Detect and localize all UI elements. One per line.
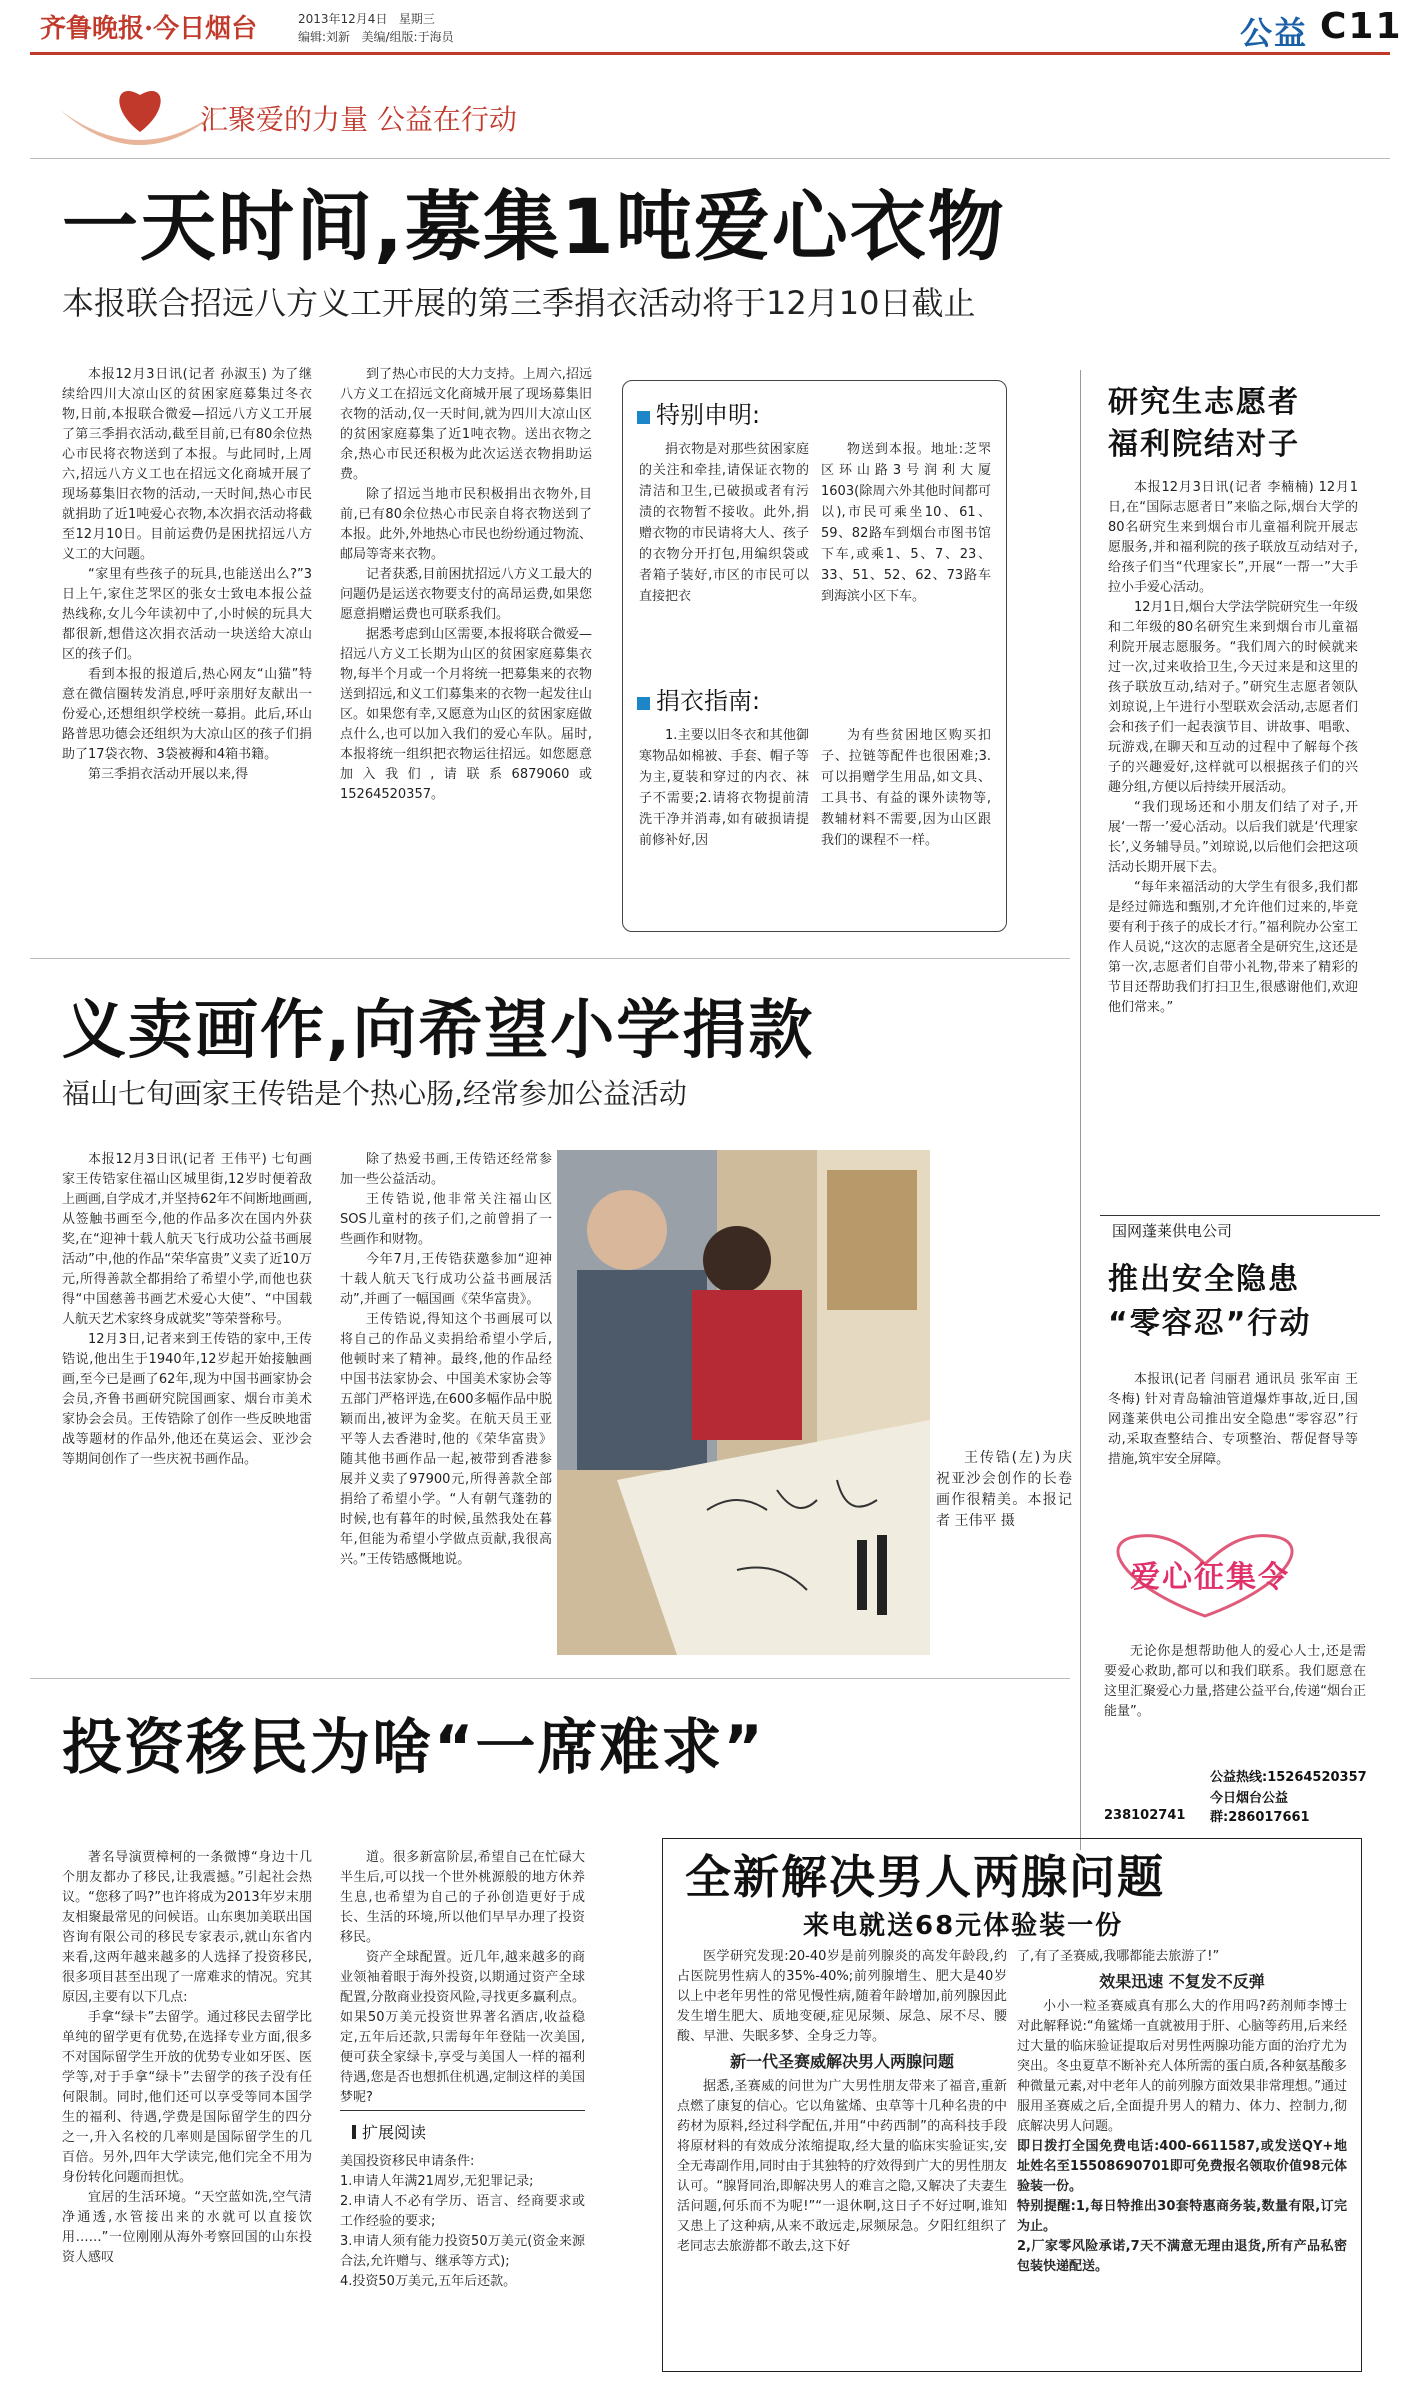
ad-offer-2: 2,厂家零风险承诺,7天不满意无理由退货,所有产品私密包装快递配送。 <box>1017 2239 1347 2274</box>
painting-subhead: 福山七旬画家王传锆是个热心肠,经常参加公益活动 <box>62 1077 687 1110</box>
slogan-rule <box>30 158 1390 159</box>
volunteer-title: 研究生志愿者 福利院结对子 <box>1108 385 1300 462</box>
paragraph: 著名导演贾樟柯的一条微博“身边十几个朋友都办了移民,让我震撼。”引起社会热议。“您移了吗?”也许将成为2013年岁末朋友相聚最常见的问候语。山东奥加美联出国咨询有限公司的移民专家表示,就山东省内来看,这两年越来越多的人选择了投资移民,很多项目甚至出现了一席难求的情况。究其原因,主要有以下几点: <box>62 1850 312 2005</box>
notice-box <box>622 380 1007 932</box>
section-name: 今日烟台 <box>153 14 258 44</box>
staff-info <box>298 28 454 45</box>
ext-rule <box>340 2110 585 2111</box>
paragraph: 资产全球配置。近几年,越来越多的商业领袖着眼于海外投资,以期通过资产全球配置,分散商业投资风险,寻找更多赢利点。如果50万美元投资世界著名酒店,收益稳定,五年后还款,只需每年年登陆一次美国,便可获全家绿卡,享受与美国人一样的福利待遇,您是否也想抓住机遇,定制这样的美国梦呢? <box>340 1950 585 2103</box>
paragraph: 第三季捐衣活动开展以来,得 <box>88 767 249 782</box>
ad-col-2: 了,有了圣赛威,我哪都能去旅游了!” 效果迅速 不复发不反弹 小小一粒圣赛威真有那么大的作用吗?药剂师李博士对此解释说:“角鲨烯一直就被用于肝、心脑等药用,后来经过大量的临床验证提取后对男性两腺功能方面的治疗尤为突出。冬虫夏草不断补充人体所需的蛋白质,各种氨基酸多种微量元素,对中老年人的前列腺方面效果非常理想。”通过服用圣赛威之后,全面提升男人的精力、体力、控制力,彻底解决男人问题。 即日拨打全国免费电话:400-6611587,或发送QY+地址姓名至15508690701即可免费报名领取价值98元体验装一份。 特别提醒:1,每日特推出30套特惠商务装,数量有限,订完为止。 2,厂家零风险承诺,7天不满意无理由退货,所有产品私密包装快递配送。 <box>1017 1947 1347 2365</box>
ad-offer: 特别提醒:1,每日特推出30套特惠商务装,数量有限,订完为止。 <box>1017 2199 1347 2234</box>
slogan: 汇聚爱的力量 公益在行动 <box>200 103 517 136</box>
lead-col-1 <box>62 365 312 925</box>
paragraph: 记者获悉,目前困扰招远八方义工最大的问题仍是运送衣物要支付的高昂运费,如果您愿意捐赠运费也可联系我们。 <box>340 567 592 622</box>
ad-headline: 全新解决男人两腺问题 <box>685 1850 1165 1904</box>
issue-weekday: 星期三 <box>398 12 435 26</box>
paragraph: 据悉考虑到山区需要,本报将联合微爱—招远八方义工长期为山区的贫困家庭募集衣物,每半个月或一个月将统一把募集来的衣物送到招远,和义工们募集来的衣物一起发往山区。如果您有幸,又愿意为山区的贫困家庭做点什么,也可以加入我们的爱心车队。届时,本报将统一组织把衣物运往招远。如您愿意加入我们,请联系6879060或15264520357。 <box>340 627 592 802</box>
paragraph: 除了招远当地市民积极捐出衣物外,目前,已有80余位热心市民亲自将衣物送到了本报。此外,外地热心市民也纷纷通过物流、邮局等寄来衣物。 <box>340 487 592 562</box>
call-title: 爱心征集令 <box>1130 1560 1290 1595</box>
lead-headline: 一天时间,募集1吨爱心衣物 <box>62 182 1006 271</box>
issue-info <box>298 10 435 27</box>
call-hotline: 公益热线:15264520357 <box>1210 1770 1367 1785</box>
designer: 美编/组版:于海员 <box>361 30 454 44</box>
volunteer-body <box>1108 478 1358 1208</box>
ext-body: 美国投资移民申请条件: 1.申请人年满21周岁,无犯罪记录; 2.申请人不必有学历、语言、经商要求或工作经验的要求; 3.申请人须有能力投资50万美元(资金来源合法,允许赠与、继承等方式); 4.投资50万美元,五年后还款。 <box>340 2154 585 2289</box>
grid-rule <box>1100 1215 1380 1216</box>
paragraph: 12月1日,烟台大学法学院研究生一年级和二年级的80名研究生来到烟台市儿童福利院开展志愿服务。“我们周六的时候就来过一次,过来收拾卫生,今天过来是和这里的孩子联放互动,结对子。”研究生志愿者领队刘琼说,上午进行小型联欢会活动,志愿者们会和孩子们一起表演节目、讲故事、唱歌、玩游戏,在聊天和互动的过程中了解每个孩子的兴趣爱好,这样就可以根据孩子们的兴趣分组,方便以后持续开展活动。 <box>1108 600 1358 795</box>
paragraph: 除了热爱书画,王传锆还经常参加一些公益活动。 <box>340 1152 552 1187</box>
section-tag: 公益 <box>1240 14 1309 52</box>
ext-title: 扩展阅读 <box>352 2120 426 2143</box>
paragraph: 今年7月,王传锆获邀参加“迎神十载人航天飞行成功公益书画展活动”,并画了一幅国画《荣华富贵》。 <box>340 1252 552 1307</box>
paper-name: 齐鲁晚报 <box>40 14 145 44</box>
bullet-icon <box>637 697 650 710</box>
section-rule <box>30 1678 1070 1679</box>
right-column-divider <box>1080 370 1081 1850</box>
paragraph: 本报12月3日讯(记者 李楠楠) 12月1日,在“国际志愿者日”来临之际,烟台大学的80名研究生来到烟台市儿童福利院开展志愿服务,并和福利院的孩子联放互动结对子,给孩子们当“代理家长”,开展“一帮一”大手拉小手爱心活动。 <box>1108 480 1358 595</box>
guide-col-2: 为有些贫困地区购买扣子、拉链等配件也很困难;3.可以捐赠学生用品,如文具、工具书、有益的课外读物等,教辅材料不需要,因为山区跟我们的课程不一样。 <box>821 728 991 848</box>
issue-date: 2013年12月4日 <box>298 12 388 26</box>
bullet-icon <box>637 411 650 424</box>
call-body: 无论你是想帮助他人的爱心人士,还是需要爱心救助,都可以和我们联系。我们愿意在这里汇聚爱心力量,搭建公益平台,传递“烟台正能量”。 <box>1104 1644 1366 1719</box>
photo-caption: 王传锆(左)为庆祝亚沙会创作的长卷画作很精美。本报记者 王伟平 摄 <box>936 1450 1072 1529</box>
section-rule <box>30 958 1070 959</box>
ad-box <box>662 1838 1362 2372</box>
paragraph: 本报12月3日讯(记者 王伟平) 七旬画家王传锆家住福山区城里街,12岁时便着敌上画画,自学成才,并坚持62年不间断地画画,从签触书画至今,他的作品多次在国内外获奖,在“迎神十载人航天飞行成功公益书画展活动”中,他的作品“荣华富贵”义卖了近10万元,所得善款全都捐给了希望小学,而他也获得“中国慈善书画艺术爱心大使”、“中国载人航天艺术家终身成就奖”等荣誉称号。 <box>62 1152 312 1327</box>
paragraph: 看到本报的报道后,热心网友“山猫”特意在微信圈转发消息,呼吁亲朋好友献出一份爱心,还想组织学校统一募捐。此后,环山路普思功德会还组织为大凉山区的孩子们捐助了17袋衣物、3袋被褥和4箱书籍。 <box>62 667 312 762</box>
paragraph: 到了热心市民的大力支持。上周六,招远八方义工在招远文化商城开展了现场募集旧衣物的活动,仅一天时间,就为四川大凉山区的贫困家庭募集了近1吨衣物。送出衣物之余,热心市民还积极为此次运送衣物捐助运费。 <box>340 367 592 482</box>
page-number: C11 <box>1320 6 1403 47</box>
notice-col-1: 捐衣物是对那些贫困家庭的关注和牵挂,请保证衣物的清洁和卫生,已破损或者有污渍的衣物暂不接收。此外,捐赠衣物的市民请将大人、孩子的衣物分开打包,用编织袋或者箱子装好,市区的市民可以直接把衣 <box>639 442 809 604</box>
paragraph: 王传锆说,他非常关注福山区SOS儿童村的孩子们,之前曾捐了一些画作和财物。 <box>340 1192 552 1247</box>
grid-source: 国网蓬莱供电公司 <box>1112 1222 1233 1240</box>
paragraph: 道。很多新富阶层,希望自己在忙碌大半生后,可以找一个世外桃源般的地方休养生息,也希望为自己的子孙创造更好于成长、生活的环境,所以他们早早办理了投资移民。 <box>340 1850 585 1945</box>
guide-title: 捐衣指南: <box>637 681 760 716</box>
paragraph: 本报12月3日讯(记者 孙淑玉) 为了继续给四川大凉山区的贫困家庭募集过冬衣物,日前,本报联合微爱—招远八方义工开展了第三季捐衣活动,截至目前,已有80余位热心市民将衣物送到了本报。与此同时,上周六,招远八方义工也在招远文化商城开展了现场募集旧衣物的活动,一天时间,热心市民就捐助了近1吨爱心衣物,本次捐衣活动将截至12月10日。目前运费仍是困扰招远八方义工的大问题。 <box>62 367 312 562</box>
call-qq: 今日烟台公益群:286017661 <box>1210 1791 1310 1825</box>
investment-col-1 <box>62 1848 312 2368</box>
paragraph: 王传锆说,得知这个书画展可以将自己的作品义卖捐给希望小学后,他顿时来了精神。最终,他的作品经中国书法家协会、中国美术家协会等五部门严格评选,在600多幅作品中脱颖而出,被评为金奖。在航天员王亚平等人去香港时,他的《荣华富贵》随其他书画作品一起,被带到香港参展并义卖了97900元,所得善款全部捐给了希望小学。“人有朝气蓬勃的时候,也有暮年的时候,虽然我处在暮年,但能为希望小学做点贡献,我很高兴。”王传锆感慨地说。 <box>340 1312 552 1567</box>
notice-col-2: 物送到本报。地址:芝罘区环山路3号润利大厦1603(除周六外其他时间都可以),市民可乘坐10、61、59、82路车到烟台市图书馆下车,或乘1、5、7、23、33、51、52、62、73路车到海滨小区下车。 <box>821 442 991 604</box>
paragraph: 宜居的生活环境。“天空蓝如洗,空气清净通透,水管接出来的水就可以直接饮用……”一位刚刚从海外考察回国的山东投资人感叹 <box>62 2190 312 2265</box>
paragraph: 手拿“绿卡”去留学。通过移民去留学比单纯的留学更有优势,在选择专业方面,很多不对国际留学生开放的优势专业如牙医、医学等,对于手拿“绿卡”去留学的孩子没有任何限制。同时,他们还可以享受等同本国学生的福利、待遇,学费是国际留学生的四分之一,升入名校的几率则是国际留学生的几百倍。另外,四年大学读完,他们完全不用为身份转化问题而担忧。 <box>62 2010 312 2185</box>
lead-subhead: 本报联合招远八方义工开展的第三季捐衣活动将于12月10日截止 <box>62 284 976 322</box>
editor: 编辑:刘新 <box>298 30 351 44</box>
paragraph: 12月3日,记者来到王传锆的家中,王传锆说,他出生于1940年,12岁起开始接触画画,至今已是画了62年,现为中国书画家协会会员,齐鲁书画研究院国画家、烟台市美术家协会会员。王传锆除了创作一些反映地雷战等题材的作品外,他还在莫运会、亚沙会等期间创作了一些庆祝书画作品。 <box>62 1332 312 1467</box>
paragraph: “我们现场还和小朋友们结了对子,开展‘一帮一’爱心活动。以后我们就是‘代理家长’,义务辅导员。”刘琼说,以后他们会把这项活动长期开展下去。 <box>1108 800 1358 875</box>
call-box <box>1100 1530 1370 1848</box>
painter-photo <box>557 1150 930 1655</box>
painting-col-1 <box>62 1150 312 1660</box>
investment-col-2 <box>340 1848 585 2103</box>
ad-col2-title: 效果迅速 不复发不反弹 <box>1099 1972 1265 1991</box>
paragraph: “家里有些孩子的玩具,也能送出么?”3日上午,家住芝罘区的张女士致电本报公益热线称,女儿今年读初中了,小时候的玩具大都很新,想借这次捐衣活动一块送给大凉山区的孩子们。 <box>62 567 312 662</box>
guide-col-1: 1.主要以旧冬衣和其他御寒物品如棉被、手套、帽子等为主,夏装和穿过的内衣、袜子不需要;2.请将衣物提前清洗干净并消毒,如有破损请提前修补好,因 <box>639 728 809 848</box>
call-qq-2: 238102741 <box>1104 1808 1186 1823</box>
ad-phone-line: 即日拨打全国免费电话:400-6611587,或发送QY+地址姓名至15508690701即可免费报名领取价值98元体验装一份。 <box>1017 2139 1347 2194</box>
notice-title: 特别申明: <box>637 395 760 430</box>
ad-subhead: 来电就送68元体验装一份 <box>803 1911 1124 1941</box>
investment-headline: 投资移民为啥“一席难求” <box>62 1713 765 1783</box>
paper-logo: 齐鲁晚报·今日烟台 <box>40 14 258 44</box>
painting-headline: 义卖画作,向希望小学捐款 <box>62 994 815 1068</box>
grid-title: 推出安全隐患 “零容忍”行动 <box>1108 1262 1312 1341</box>
masthead-rule <box>30 52 1390 55</box>
paragraph: “每年来福活动的大学生有很多,我们都是经过筛选和甄别,才允许他们过来的,毕竟要有利于孩子的成长才行。”福利院办公室工作人员说,“这次的志愿者全是研究生,这还是第一次,志愿者们自带小礼物,带来了精彩的节目还帮助我们打扫卫生,很感谢他们,欢迎他们常来。” <box>1108 880 1358 1015</box>
lead-col-2 <box>340 365 592 925</box>
painting-col-2 <box>340 1150 552 1660</box>
grid-body: 本报讯(记者 闫丽君 通讯员 张军亩 王冬梅) 针对青岛输油管道爆炸事故,近日,国网蓬莱供电公司推出安全隐患“零容忍”行动,采取查整结合、专项整治、帮促督导等措施,筑牢安全屏障。 <box>1108 1372 1358 1467</box>
ad-col-1: 医学研究发现:20-40岁是前列腺炎的高发年龄段,约占医院男性病人的35%-40%;前列腺增生、肥大是40岁以上中老年男性的常见慢性病,随着年龄增加,前列腺因此发生增生肥大、质地变硬,症见尿频、尿急、尿不尽、腰酸、早泄、失眠多梦、全身乏力等。 新一代圣赛威解决男人两腺问题 据悉,圣赛威的问世为广大男性朋友带来了福音,重新点燃了康复的信心。它以角鲨烯、虫草等十几种名贵的中药材为原料,经过科学配伍,并用“中药西制”的高科技手段将原材料的有效成分浓缩提取,经大量的临床实验证实,安全无毒副作用,同时由于其独特的疗效得到广大的男性朋友认可。“腺肾同治,即解决男人的难言之隐,又解决了夫妻生活问题,何乐而不为呢!”“一退休啊,这日子不好过啊,谁知又患上了这种病,从来不敢远走,尿频尿急。夕阳红组织了老同志去旅游都不敢去,这下好 <box>677 1949 1007 2254</box>
ad-col1-title: 新一代圣赛威解决男人两腺问题 <box>729 2052 954 2071</box>
